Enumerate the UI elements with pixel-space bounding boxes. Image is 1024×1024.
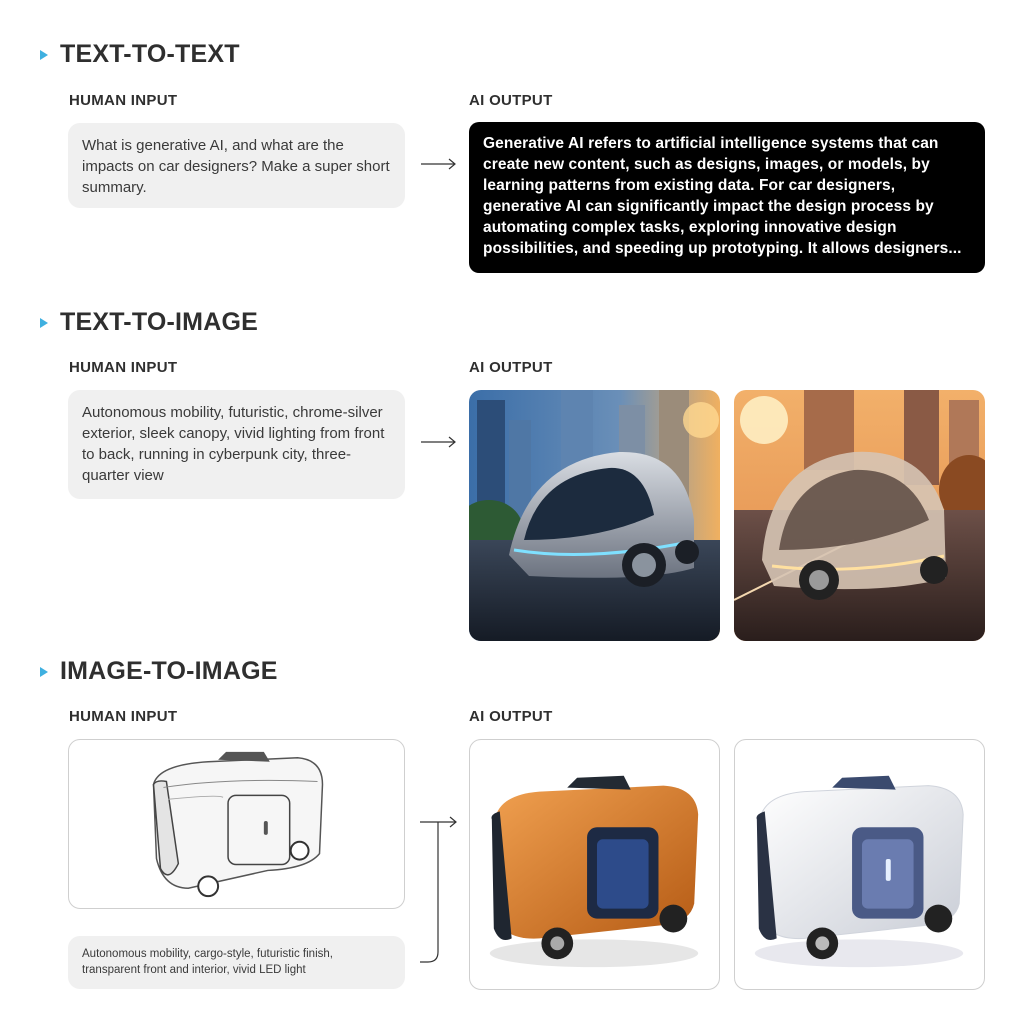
- ai-output-text-box: Generative AI refers to artificial intelligence systems that can create new content, such as designs, images, or models, by learning patterns from existing data. For car designers, generative AI can significantly impact the design process by automating complex tasks, exploring innovative design possibilities, and speeding up prototyping. It allows designers...: [469, 122, 985, 273]
- section-title-label: IMAGE-TO-IMAGE: [60, 657, 278, 685]
- triangle-bullet-icon: [40, 50, 48, 60]
- ai-output-label: AI OUTPUT: [469, 92, 553, 109]
- generated-cargo-image-2: [734, 739, 985, 990]
- sketch-input-image: [68, 739, 405, 909]
- generated-car-image-2: [734, 390, 985, 641]
- human-input-bubble: Autonomous mobility, cargo-style, futuristic finish, transparent front and interior, vivid LED light: [68, 936, 405, 989]
- section-title-label: TEXT-TO-TEXT: [60, 40, 240, 68]
- ai-output-label: AI OUTPUT: [469, 708, 553, 725]
- human-input-bubble: Autonomous mobility, futuristic, chrome-silver exterior, sleek canopy, vivid lighting from front to back, running in cyberpunk city, three-quarter view: [68, 390, 405, 499]
- triangle-bullet-icon: [40, 318, 48, 328]
- section-title-text-to-image: [40, 308, 258, 337]
- arrow-right-icon: [420, 157, 458, 171]
- ai-output-label: AI OUTPUT: [469, 359, 553, 376]
- human-input-bubble: What is generative AI, and what are the impacts on car designers? Make a super short summary.: [68, 123, 405, 208]
- section-title-text-to-text: [40, 40, 240, 69]
- bracket-arrow-icon: [418, 812, 462, 966]
- human-input-label: HUMAN INPUT: [69, 708, 178, 725]
- generated-car-image-1: [469, 390, 720, 641]
- generated-cargo-image-1: [469, 739, 720, 990]
- arrow-right-icon: [420, 435, 458, 449]
- section-title-label: TEXT-TO-IMAGE: [60, 308, 258, 336]
- human-input-label: HUMAN INPUT: [69, 92, 178, 109]
- human-input-label: HUMAN INPUT: [69, 359, 178, 376]
- triangle-bullet-icon: [40, 667, 48, 677]
- section-title-image-to-image: [40, 657, 278, 686]
